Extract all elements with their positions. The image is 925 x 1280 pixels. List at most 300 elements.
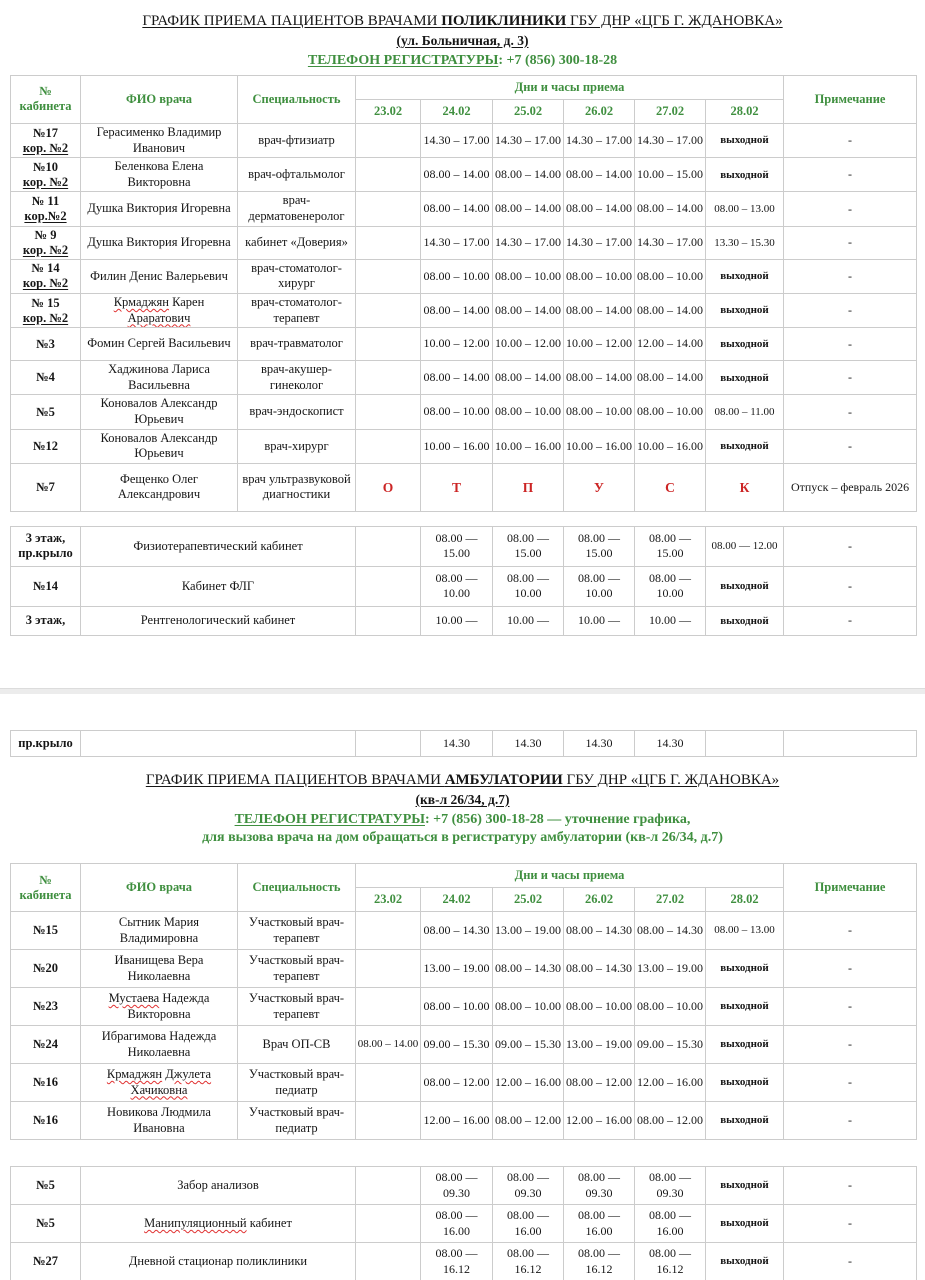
- time-cell: 08.00 – 13.00: [706, 192, 784, 226]
- header-doctor: ФИО врача: [81, 864, 238, 912]
- word: Викторовна: [127, 1006, 191, 1021]
- specialty-cell: врач-хирург: [238, 429, 356, 463]
- time-cell: [356, 123, 421, 157]
- time-cell: 08.00 — 16.12: [635, 1243, 706, 1280]
- time-cell: 14.30 – 17.00: [493, 123, 564, 157]
- facility-name: Забор анализов: [81, 1167, 356, 1205]
- note-cell: Отпуск – февраль 2026: [784, 463, 917, 511]
- ambulatory-phone: [0, 811, 925, 829]
- time-cell: 08.00 – 10.00: [564, 259, 635, 293]
- cabinet-number: № 14: [31, 261, 60, 276]
- time-cell: 08.00 – 14.00: [493, 158, 564, 192]
- table-row: [11, 463, 917, 511]
- time-cell: 09.00 – 15.30: [635, 1026, 706, 1064]
- polyclinic-schedule-table: [10, 75, 917, 512]
- note-cell: -: [784, 1167, 917, 1205]
- specialty-cell: врач-стоматолог-терапевт: [238, 293, 356, 327]
- time-cell: 10.00 —: [421, 606, 493, 635]
- cabinet-cell: [11, 730, 81, 756]
- cabinet-cell: [11, 526, 81, 566]
- cabinet-number: №5: [36, 1178, 55, 1193]
- time-cell: П: [493, 463, 564, 511]
- table-row: [11, 328, 917, 361]
- header-cabinet: № кабинета: [11, 864, 81, 912]
- cabinet-cell: [11, 606, 81, 635]
- misspelled-word: Крмаджян: [106, 1066, 163, 1081]
- doctor-name: Беленкова Елена Викторовна: [81, 158, 238, 192]
- polyclinic-address: (ул. Больничная, д. 3): [396, 32, 529, 48]
- polyclinic-title-text: [142, 13, 782, 29]
- header-date: 24.02: [421, 888, 493, 912]
- specialty-cell: Врач ОП-СВ: [238, 1026, 356, 1064]
- time-cell: [356, 1167, 421, 1205]
- specialty-cell: врач-эндоскопист: [238, 395, 356, 429]
- time-cell: 08.00 — 16.00: [493, 1205, 564, 1243]
- time-cell: 14.30 – 17.00: [635, 123, 706, 157]
- time-cell: 08.00 – 14.30: [421, 912, 493, 950]
- day-off-cell: выходной: [706, 1243, 784, 1280]
- time-cell: 10.00 – 12.00: [564, 328, 635, 361]
- table-row: [11, 912, 917, 950]
- time-cell: [356, 912, 421, 950]
- cabinet-cell: [11, 293, 81, 327]
- cabinet-building: пр.крыло: [18, 546, 73, 561]
- time-cell: [356, 158, 421, 192]
- doctor-name: Филин Денис Валерьевич: [81, 259, 238, 293]
- polyclinic-facilities-table: [10, 526, 917, 636]
- doctor-name: Фещенко Олег Александрович: [81, 463, 238, 511]
- time-cell: О: [356, 463, 421, 511]
- misspelled-word: Мустаева: [108, 990, 160, 1005]
- title-suffix: ГБУ ДНР «ЦГБ Г. ЖДАНОВКА»: [562, 771, 780, 788]
- time-cell: 10.00 – 15.00: [635, 158, 706, 192]
- table-row: [11, 1167, 917, 1205]
- cabinet-cell: [11, 395, 81, 429]
- specialty-cell: врач-акушер-гинеколог: [238, 361, 356, 395]
- specialty-cell: врач-дерматовенеролог: [238, 192, 356, 226]
- day-off-cell: выходной: [706, 328, 784, 361]
- header-days-group: Дни и часы приема: [356, 75, 784, 99]
- cabinet-number: №16: [32, 1075, 59, 1090]
- facility-name: [81, 1205, 356, 1243]
- time-cell: 08.00 — 09.30: [421, 1167, 493, 1205]
- table-row: [11, 730, 917, 756]
- cabinet-number: №5: [36, 404, 55, 419]
- time-cell: 08.00 – 10.00: [635, 259, 706, 293]
- time-cell: [356, 192, 421, 226]
- header-days-group: Дни и часы приема: [356, 864, 784, 888]
- schedule-header: [11, 864, 917, 912]
- cabinet-building: кор.№2: [24, 209, 67, 224]
- table-row: [11, 950, 917, 988]
- table-row: [11, 293, 917, 327]
- note-cell: -: [784, 123, 917, 157]
- doctor-name: Душка Виктория Игоревна: [81, 226, 238, 259]
- phone-number: : +7 (856) 300-18-28: [498, 52, 618, 68]
- day-off-cell: выходной: [706, 1102, 784, 1140]
- time-cell: 08.00 – 10.00: [421, 988, 493, 1026]
- cabinet-number: № 9: [34, 227, 57, 242]
- day-off-cell: выходной: [706, 429, 784, 463]
- time-cell: 13.00 – 19.00: [635, 950, 706, 988]
- specialty-cell: врач-фтизиатр: [238, 123, 356, 157]
- misspelled-word: Манипуляционный: [144, 1216, 247, 1231]
- day-off-cell: выходной: [706, 293, 784, 327]
- time-cell: 08.00 — 12.00: [706, 526, 784, 566]
- time-cell: 08.00 – 14.00: [635, 192, 706, 226]
- note-cell: -: [784, 988, 917, 1026]
- time-cell: [356, 361, 421, 395]
- ambulatory-title: [0, 771, 925, 790]
- ambulatory-facilities-table: [10, 1166, 917, 1280]
- time-cell: 08.00 – 10.00: [564, 395, 635, 429]
- time-cell: [356, 259, 421, 293]
- time-cell: [356, 293, 421, 327]
- time-cell: 14.30 – 17.00: [421, 226, 493, 259]
- facility-name: Физиотерапевтический кабинет: [81, 526, 356, 566]
- time-cell: 08.00 – 14.00: [356, 1026, 421, 1064]
- cabinet-number: №12: [32, 438, 59, 453]
- time-cell: [356, 526, 421, 566]
- cabinet-cell: [11, 912, 81, 950]
- time-cell: 08.00 — 16.00: [421, 1205, 493, 1243]
- facility-name: Рентгенологический кабинет: [81, 606, 356, 635]
- time-cell: 08.00 — 16.00: [635, 1205, 706, 1243]
- phone-label: ТЕЛЕФОН РЕГИСТРАТУРЫ: [234, 811, 425, 827]
- table-row: [11, 1026, 917, 1064]
- note-cell: -: [784, 226, 917, 259]
- ambulatory-address: (кв-л 26/34, д.7): [415, 791, 510, 807]
- doctor-name: Коновалов Александр Юрьевич: [81, 429, 238, 463]
- doctor-name: Хаджинова Лариса Васильевна: [81, 361, 238, 395]
- table-row: [11, 526, 917, 566]
- misspelled-word: Араратович: [127, 310, 191, 325]
- time-cell: 08.00 — 15.00: [564, 526, 635, 566]
- time-cell: 08.00 — 10.00: [421, 566, 493, 606]
- time-cell: [356, 950, 421, 988]
- time-cell: [356, 429, 421, 463]
- table-row: [11, 566, 917, 606]
- time-cell: 13.00 – 19.00: [564, 1026, 635, 1064]
- time-cell: [356, 1064, 421, 1102]
- time-cell: 08.00 — 16.12: [493, 1243, 564, 1280]
- time-cell: 08.00 – 14.00: [493, 361, 564, 395]
- time-cell: 08.00 — 09.30: [564, 1167, 635, 1205]
- time-cell: [356, 566, 421, 606]
- title-suffix: ГБУ ДНР «ЦГБ Г. ЖДАНОВКА»: [566, 13, 783, 29]
- time-cell: 08.00 – 14.30: [635, 912, 706, 950]
- table-row: [11, 192, 917, 226]
- note-cell: -: [784, 526, 917, 566]
- time-cell: 08.00 — 09.30: [635, 1167, 706, 1205]
- day-off-cell: выходной: [706, 158, 784, 192]
- time-cell: 08.00 — 09.30: [493, 1167, 564, 1205]
- cabinet-cell: [11, 259, 81, 293]
- time-cell: 14.30: [635, 730, 706, 756]
- title-prefix: ГРАФИК ПРИЕМА ПАЦИЕНТОВ ВРАЧАМИ: [145, 771, 445, 788]
- header-specialty: Специальность: [238, 75, 356, 123]
- day-off-cell: выходной: [706, 259, 784, 293]
- time-cell: 10.00 – 16.00: [564, 429, 635, 463]
- cabinet-number: № 11: [31, 194, 60, 209]
- ambulatory-title-text: [146, 772, 779, 788]
- time-cell: 14.30 – 17.00: [564, 123, 635, 157]
- time-cell: 08.00 – 14.30: [564, 912, 635, 950]
- note-cell: -: [784, 395, 917, 429]
- time-cell: 12.00 – 16.00: [493, 1064, 564, 1102]
- time-cell: Т: [421, 463, 493, 511]
- doctor-name: Новикова Людмила Ивановна: [81, 1102, 238, 1140]
- cabinet-number: №7: [36, 479, 55, 494]
- xray-continuation-table: [10, 730, 917, 757]
- time-cell: [356, 226, 421, 259]
- note-cell: -: [784, 606, 917, 635]
- time-cell: 08.00 — 15.00: [421, 526, 493, 566]
- time-cell: [356, 395, 421, 429]
- time-cell: 08.00 – 12.00: [421, 1064, 493, 1102]
- cabinet-cell: [11, 1026, 81, 1064]
- time-cell: 08.00 – 10.00: [635, 395, 706, 429]
- facility-name: [81, 730, 356, 756]
- time-cell: 08.00 – 13.00: [706, 912, 784, 950]
- time-cell: [356, 328, 421, 361]
- header-date: 25.02: [493, 99, 564, 123]
- cabinet-number: 3 этаж,: [25, 531, 66, 546]
- note-cell: -: [784, 1102, 917, 1140]
- phone-label: ТЕЛЕФОН РЕГИСТРАТУРЫ: [307, 52, 499, 68]
- cabinet-number: №4: [36, 370, 55, 385]
- time-cell: 08.00 – 14.00: [564, 158, 635, 192]
- header-date: 25.02: [493, 888, 564, 912]
- cabinet-cell: [11, 158, 81, 192]
- facility-name: Кабинет ФЛГ: [81, 566, 356, 606]
- cabinet-cell: [11, 1102, 81, 1140]
- day-off-cell: выходной: [706, 1205, 784, 1243]
- cabinet-number: №24: [32, 1037, 59, 1052]
- day-off-cell: выходной: [706, 1026, 784, 1064]
- time-cell: 08.00 – 10.00: [493, 259, 564, 293]
- doctor-name: [81, 1064, 238, 1102]
- time-cell: [356, 988, 421, 1026]
- note-cell: -: [784, 259, 917, 293]
- table-row: [11, 606, 917, 635]
- time-cell: 08.00 – 10.00: [564, 988, 635, 1026]
- time-cell: 10.00 – 16.00: [493, 429, 564, 463]
- specialty-cell: кабинет «Доверия»: [238, 226, 356, 259]
- cabinet-number: №15: [32, 923, 59, 938]
- time-cell: 08.00 — 10.00: [564, 566, 635, 606]
- cabinet-cell: [11, 226, 81, 259]
- time-cell: 14.30: [564, 730, 635, 756]
- time-cell: 08.00 – 10.00: [421, 395, 493, 429]
- day-off-cell: выходной: [706, 988, 784, 1026]
- cabinet-cell: [11, 950, 81, 988]
- cabinet-cell: [11, 192, 81, 226]
- doctor-name: Сытник Мария Владимировна: [81, 912, 238, 950]
- time-cell: 08.00 – 14.00: [421, 293, 493, 327]
- title-bold: ПОЛИКЛИНИКИ: [441, 13, 567, 29]
- cabinet-cell: [11, 1243, 81, 1280]
- title-prefix: ГРАФИК ПРИЕМА ПАЦИЕНТОВ ВРАЧАМИ: [142, 13, 442, 29]
- time-cell: 08.00 – 14.00: [564, 293, 635, 327]
- time-cell: [356, 730, 421, 756]
- table-row: [11, 1243, 917, 1280]
- note-cell: -: [784, 1205, 917, 1243]
- time-cell: 08.00 – 14.00: [564, 361, 635, 395]
- specialty-cell: врач-стоматолог-хирург: [238, 259, 356, 293]
- time-cell: 12.00 – 14.00: [635, 328, 706, 361]
- note-cell: -: [784, 192, 917, 226]
- time-cell: 08.00 – 14.00: [421, 192, 493, 226]
- time-cell: 08.00 — 16.12: [421, 1243, 493, 1280]
- time-cell: 13.00 – 19.00: [493, 912, 564, 950]
- cabinet-building: кор. №2: [22, 242, 69, 257]
- cabinet-cell: [11, 463, 81, 511]
- time-cell: 10.00 – 16.00: [421, 429, 493, 463]
- time-cell: 09.00 – 15.30: [493, 1026, 564, 1064]
- time-cell: 10.00 —: [493, 606, 564, 635]
- time-cell: 14.30 – 17.00: [493, 226, 564, 259]
- time-cell: К: [706, 463, 784, 511]
- time-cell: 10.00 – 16.00: [635, 429, 706, 463]
- specialty-cell: Участковый врач-терапевт: [238, 950, 356, 988]
- day-off-cell: выходной: [706, 1064, 784, 1102]
- time-cell: 08.00 – 14.00: [493, 192, 564, 226]
- cabinet-number: №16: [32, 1113, 59, 1128]
- polyclinic-title: [0, 12, 925, 31]
- cabinet-number: №10: [32, 159, 59, 174]
- cabinet-cell: [11, 1064, 81, 1102]
- cabinet-cell: [11, 988, 81, 1026]
- header-date: 23.02: [356, 888, 421, 912]
- time-cell: 08.00 – 12.00: [564, 1064, 635, 1102]
- ambulatory-schedule-table: [10, 863, 917, 1140]
- note-cell: -: [784, 293, 917, 327]
- day-off-cell: выходной: [706, 566, 784, 606]
- table-row: [11, 1064, 917, 1102]
- specialty-cell: Участковый врач-педиатр: [238, 1102, 356, 1140]
- time-cell: [356, 1243, 421, 1280]
- note-cell: -: [784, 912, 917, 950]
- note-cell: -: [784, 1243, 917, 1280]
- time-cell: 08.00 – 14.30: [564, 950, 635, 988]
- page-break-divider: [0, 688, 925, 694]
- header-doctor: ФИО врача: [81, 75, 238, 123]
- note-cell: -: [784, 158, 917, 192]
- header-date: 27.02: [635, 888, 706, 912]
- doctor-name: Ибрагимова Надежда Николаевна: [81, 1026, 238, 1064]
- time-cell: 08.00 – 14.00: [493, 293, 564, 327]
- cabinet-cell: [11, 328, 81, 361]
- doctor-name: [81, 988, 238, 1026]
- doctor-name: Герасименко Владимир Иванович: [81, 123, 238, 157]
- cabinet-number: №17: [32, 125, 59, 140]
- word: Карен: [172, 294, 205, 309]
- time-cell: 08.00 – 14.30: [493, 950, 564, 988]
- time-cell: 08.00 – 14.00: [564, 192, 635, 226]
- time-cell: [356, 1205, 421, 1243]
- time-cell: У: [564, 463, 635, 511]
- time-cell: 10.00 —: [564, 606, 635, 635]
- time-cell: 08.00 – 12.00: [635, 1102, 706, 1140]
- cabinet-building: кор. №2: [22, 174, 69, 189]
- cabinet-building: кор. №2: [22, 310, 69, 325]
- day-off-cell: выходной: [706, 606, 784, 635]
- cabinet-number: №27: [32, 1254, 59, 1269]
- table-row: [11, 259, 917, 293]
- table-row: [11, 395, 917, 429]
- time-cell: 09.00 – 15.30: [421, 1026, 493, 1064]
- cabinet-number: № 15: [31, 295, 60, 310]
- time-cell: 14.30: [493, 730, 564, 756]
- cabinet-number: №5: [36, 1216, 55, 1231]
- time-cell: [356, 606, 421, 635]
- specialty-cell: Участковый врач-терапевт: [238, 912, 356, 950]
- time-cell: [356, 1102, 421, 1140]
- note-cell: -: [784, 361, 917, 395]
- doctor-name: Иванищева Вера Николаевна: [81, 950, 238, 988]
- time-cell: 14.30 – 17.00: [421, 123, 493, 157]
- day-off-cell: выходной: [706, 1167, 784, 1205]
- time-cell: 08.00 – 11.00: [706, 395, 784, 429]
- misspelled-word: Хачиковна: [130, 1082, 188, 1097]
- specialty-cell: врач-офтальмолог: [238, 158, 356, 192]
- table-row: [11, 429, 917, 463]
- header-date: 27.02: [635, 99, 706, 123]
- misspelled-word: Джулета: [165, 1066, 212, 1081]
- cabinet-number: 3 этаж,: [25, 613, 66, 628]
- cabinet-number: №20: [32, 961, 59, 976]
- header-specialty: Специальность: [238, 864, 356, 912]
- time-cell: 08.00 – 10.00: [635, 988, 706, 1026]
- header-date: 26.02: [564, 99, 635, 123]
- cabinet-building: кор. №2: [22, 140, 69, 155]
- header-date: 28.02: [706, 888, 784, 912]
- time-cell: 08.00 — 16.12: [564, 1243, 635, 1280]
- schedule-header: [11, 75, 917, 123]
- day-off-cell: выходной: [706, 123, 784, 157]
- cabinet-building: кор. №2: [22, 276, 69, 291]
- doctor-name: [81, 293, 238, 327]
- time-cell: [706, 730, 784, 756]
- time-cell: 14.30 – 17.00: [564, 226, 635, 259]
- time-cell: 08.00 – 10.00: [493, 395, 564, 429]
- time-cell: 08.00 — 10.00: [493, 566, 564, 606]
- time-cell: 12.00 – 16.00: [564, 1102, 635, 1140]
- day-off-cell: выходной: [706, 950, 784, 988]
- header-cabinet: № кабинета: [11, 75, 81, 123]
- time-cell: 10.00 —: [635, 606, 706, 635]
- header-note: Примечание: [784, 864, 917, 912]
- polyclinic-phone: [0, 52, 925, 70]
- time-cell: 14.30: [421, 730, 493, 756]
- header-row: [11, 864, 917, 888]
- cabinet-cell: [11, 123, 81, 157]
- time-cell: 14.30 – 17.00: [635, 226, 706, 259]
- ambulatory-phone-line2: для вызова врача на дом обращаться в регистратуру амбулатории (кв-л 26/34, д.7): [202, 829, 723, 845]
- cabinet-cell: [11, 429, 81, 463]
- word: кабинет: [249, 1216, 292, 1231]
- specialty-cell: Участковый врач-педиатр: [238, 1064, 356, 1102]
- table-row: [11, 123, 917, 157]
- specialty-cell: Участковый врач-терапевт: [238, 988, 356, 1026]
- facility-name: Дневной стационар поликлиники: [81, 1243, 356, 1280]
- phone-number: : +7 (856) 300-18-28 — уточнение графика,: [425, 811, 691, 827]
- header-date: 28.02: [706, 99, 784, 123]
- time-cell: 08.00 – 14.00: [635, 293, 706, 327]
- table-row: [11, 226, 917, 259]
- cabinet-number: №3: [36, 336, 55, 351]
